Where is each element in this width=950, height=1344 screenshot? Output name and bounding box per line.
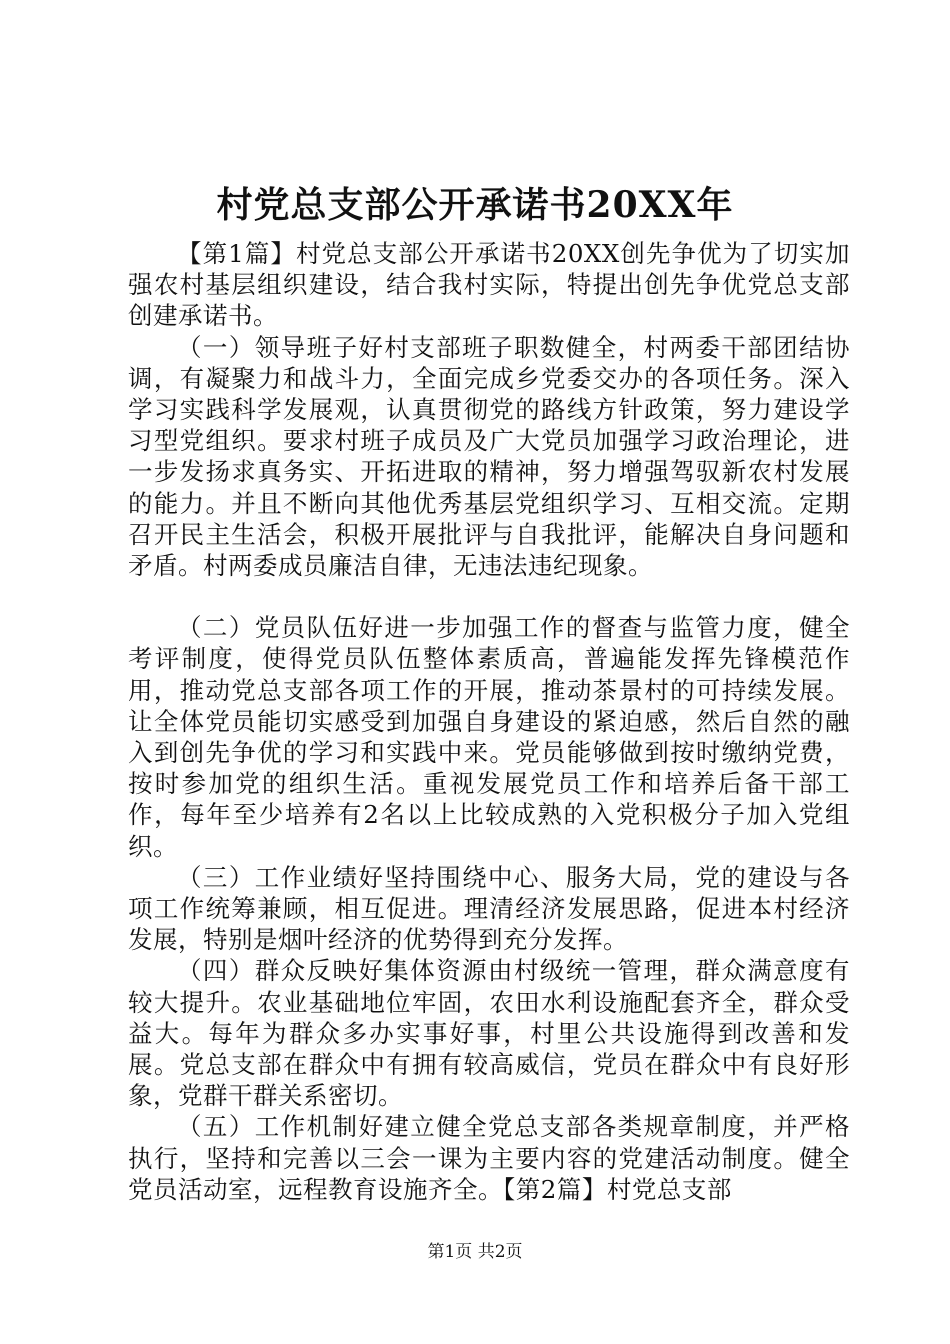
- document-title: 村党总支部公开承诺书20XX年: [216, 184, 734, 226]
- paragraph-intro: 【第1篇】村党总支部公开承诺书20XX创先争优为了切实加强农村基层组织建设，结合我村实际，特提出创先争优党总支部创建承诺书。: [128, 239, 850, 331]
- paragraph-section-4: （四）群众反映好集体资源由村级统一管理，群众满意度有较大提升。农业基础地位牢固，农田水利设施配套齐全，群众受益大。每年为群众多办实事好事，村里公共设施得到改善和发展。党总支部在群众中有拥有较高威信，党员在群众中有良好形象，党群干群关系密切。: [128, 956, 850, 1111]
- paragraph-section-2: （二）党员队伍好进一步加强工作的督查与监管力度，健全考评制度，使得党员队伍整体素质高，普遍能发挥先锋模范作用，推动党总支部各项工作的开展，推动茶景村的可持续发展。让全体党员能切实感受到加强自身建设的紧迫感，然后自然的融入到创先争优的学习和实践中来。党员能够做到按时缴纳党费，按时参加党的组织生活。重视发展党员工作和培养后备干部工作，每年至少培养有2名以上比较成熟的入党积极分子加入党组织。: [128, 613, 850, 861]
- paragraph-section-1: （一）领导班子好村支部班子职数健全，村两委干部团结协调，有凝聚力和战斗力，全面完成乡党委交办的各项任务。深入学习实践科学发展观，认真贯彻党的路线方针政策，努力建设学习型党组织。要求村班子成员及广大党员加强学习政治理论，进一步发扬求真务实、开拓进取的精神，努力增强驾驭新农村发展的能力。并且不断向其他优秀基层党组织学习、互相交流。定期召开民主生活会，积极开展批评与自我批评，能解决自身问题和矛盾。村两委成员廉洁自律，无违法违纪现象。: [128, 332, 850, 581]
- paragraph-section-5: （五）工作机制好建立健全党总支部各类规章制度，并严格执行，坚持和完善以三会一课为主要内容的党建活动制度。健全党员活动室，远程教育设施齐全。【第2篇】村党总支部: [128, 1112, 850, 1204]
- document-body: [128, 238, 850, 1205]
- paragraph-section-3: （三）工作业绩好坚持围绕中心、服务大局，党的建设与各项工作统筹兼顾，相互促进。理清经济发展思路，促进本村经济发展，特别是烟叶经济的优势得到充分发挥。: [128, 862, 850, 955]
- page-number-footer: 第1页 共2页: [427, 1242, 523, 1262]
